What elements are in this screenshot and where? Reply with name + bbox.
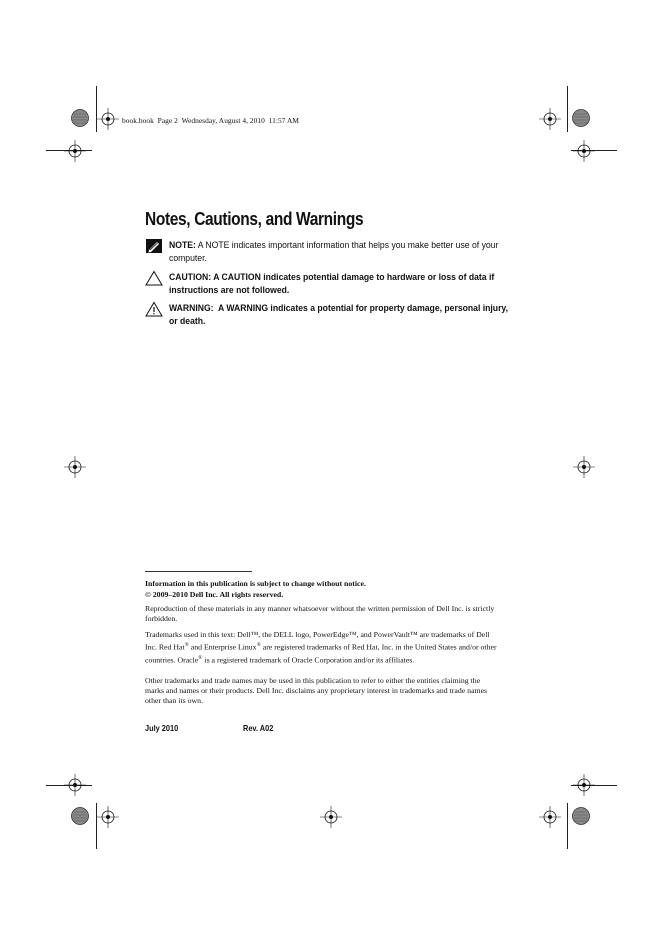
registered-mark: ®: [184, 642, 189, 649]
registration-mark-icon: [573, 774, 595, 796]
footnote-divider: [145, 571, 252, 572]
warning-notice: [145, 301, 525, 327]
trademarks-part-4: is a registered trademark of Oracle Corporation and/or its affiliates.: [202, 655, 415, 665]
color-bar-disc-icon: [571, 108, 591, 128]
registered-mark: ®: [256, 642, 261, 649]
footer-date: July 2010: [145, 724, 179, 733]
note-label: NOTE:: [169, 239, 196, 250]
color-bar-disc-icon: [70, 806, 90, 826]
note-notice: [145, 238, 525, 264]
print-slug: [122, 116, 299, 125]
registration-mark-icon: [539, 108, 561, 130]
caution-triangle-icon: [145, 270, 163, 286]
change-notice: Information in this publication is subject to change without notice.: [145, 579, 366, 588]
other-trademarks-notice: Other trademarks and trade names may be used in this publication to refer to either the entities claiming the marks and names or their products. Dell Inc. disclaims any proprietary interest in trademarks and trade names other than its own.: [145, 676, 488, 706]
trademarks-part-3: are registered trademarks of Red Hat, Inc. in the United States and/or other countries. Oracle: [145, 642, 497, 665]
registered-mark: ®: [198, 655, 203, 661]
caution-notice: [145, 270, 525, 296]
warning-triangle-icon: [145, 301, 163, 317]
registration-mark-icon: [320, 806, 342, 828]
warning-text: A WARNING indicates a potential for property damage, personal injury, or death.: [169, 302, 508, 327]
registration-mark-icon: [539, 806, 561, 828]
page-title: Notes, Cautions, and Warnings: [145, 209, 364, 229]
trademarks-part-2: and Enterprise Linux: [188, 642, 257, 652]
trademarks-part-1: Trademarks used in this text: Dell™, the DELL logo, PowerEdge™, and PowerVault™ are trademarks of Dell Inc. Red Hat: [145, 630, 490, 652]
slug-page: Page 2: [157, 116, 178, 125]
copyright: © 2009–2010 Dell Inc. All rights reserved.: [145, 590, 284, 599]
crop-line: [567, 86, 568, 132]
registration-mark-icon: [97, 108, 119, 130]
note-pencil-icon: [145, 238, 163, 254]
color-bar-disc-icon: [571, 806, 591, 826]
color-bar-disc-icon: [70, 108, 90, 128]
slug-date: Wednesday, August 4, 2010: [181, 116, 265, 125]
caution-text: A CAUTION indicates potential damage to hardware or loss of data if instructions are not followed.: [169, 271, 495, 296]
registration-mark-icon: [573, 456, 595, 478]
footer-revision: Rev. A02: [243, 724, 274, 733]
registration-mark-icon: [64, 774, 86, 796]
crop-line: [567, 803, 568, 849]
caution-label: CAUTION:: [169, 271, 212, 282]
registration-mark-icon: [64, 456, 86, 478]
reproduction-notice: Reproduction of these materials in any manner whatsoever without the written permission of Dell Inc. is strictly forbidden.: [145, 604, 495, 624]
registration-mark-icon: [64, 140, 86, 162]
warning-label: WARNING:: [169, 302, 214, 313]
registration-mark-icon: [573, 140, 595, 162]
registration-mark-icon: [97, 806, 119, 828]
note-text: A NOTE indicates important information that helps you make better use of your computer.: [169, 239, 499, 264]
slug-time: 11:57 AM: [268, 116, 299, 125]
trademarks-notice: [145, 630, 501, 666]
slug-file: book.book: [122, 116, 154, 125]
